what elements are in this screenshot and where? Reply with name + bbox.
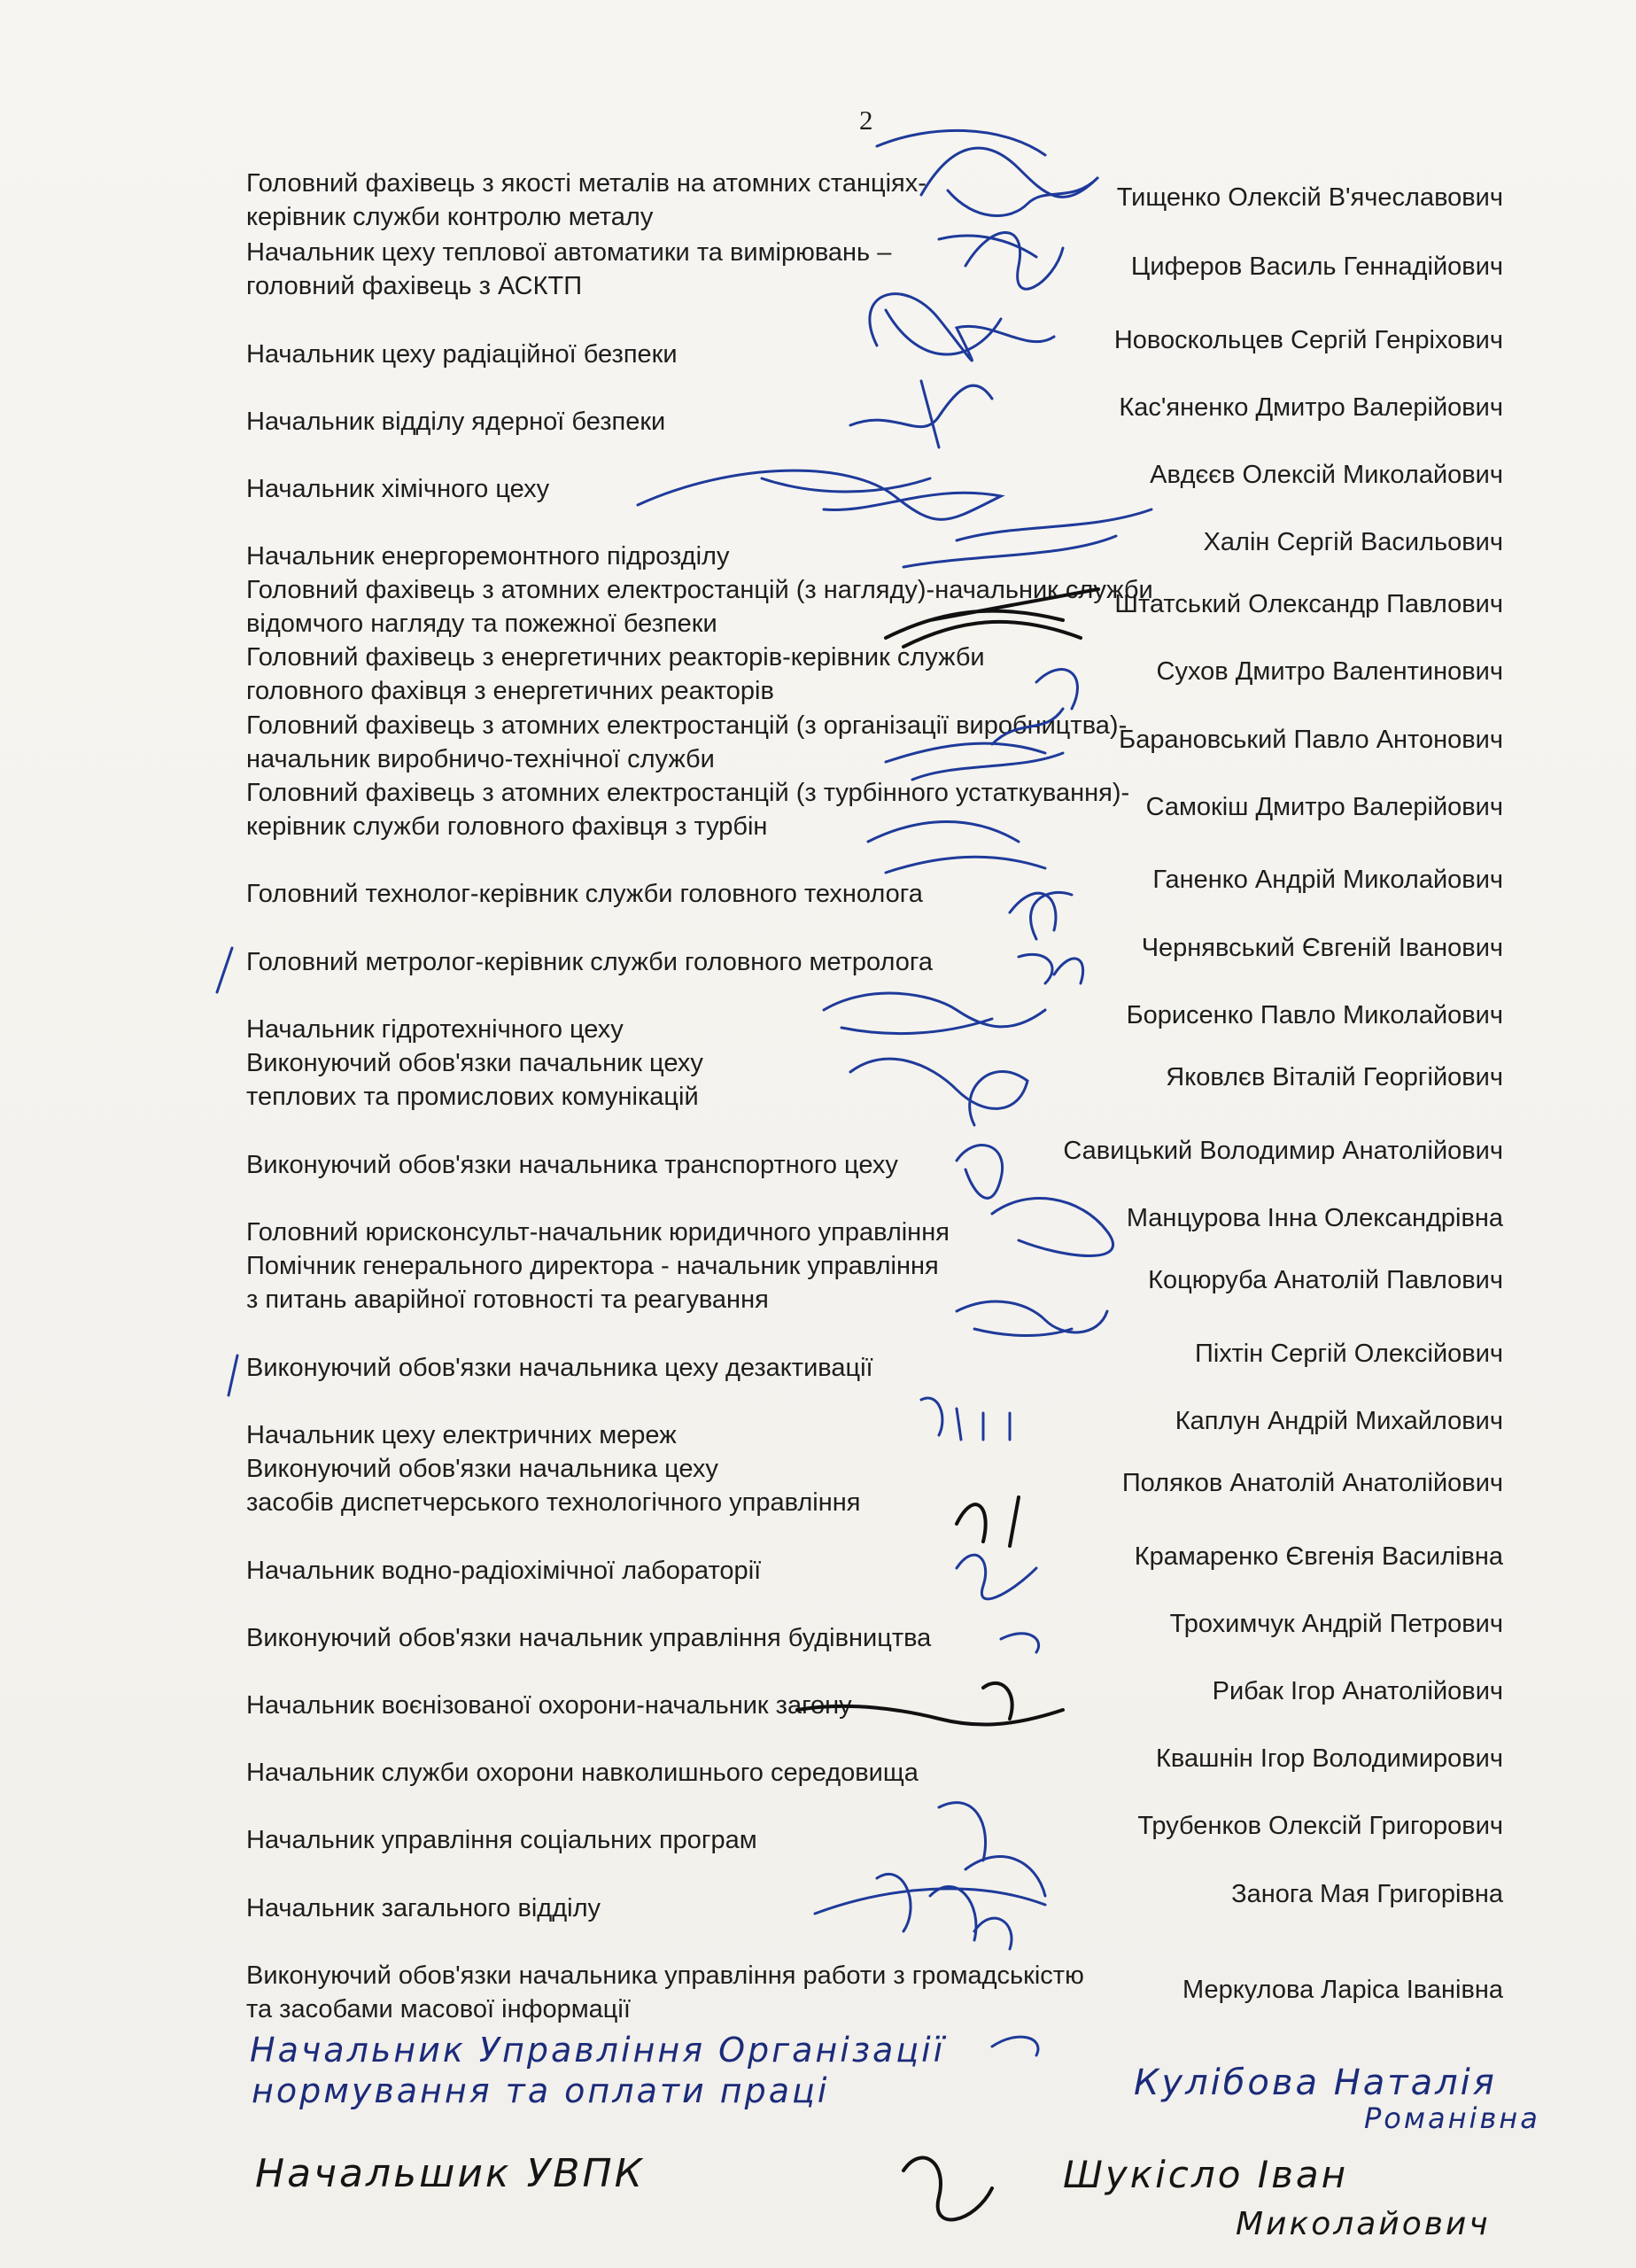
position-title-line: Начальник водно-радіохімічної лабораторії bbox=[246, 1557, 762, 1585]
position-title-line: Головний юрисконсульт-начальник юридичного управління bbox=[246, 1218, 950, 1247]
person-name: Борисенко Павло Миколайович bbox=[1126, 1001, 1503, 1029]
person-name: Авдєєв Олексій Миколайович bbox=[1150, 461, 1503, 489]
position-title-line: Головний фахівець з атомних електростанцій (з організації виробництва)- bbox=[246, 711, 1128, 740]
position-title-line: начальник виробничо-технічної служби bbox=[246, 745, 715, 773]
position-title-line: відомчого нагляду та пожежної безпеки bbox=[246, 610, 717, 638]
person-name: Рибак Ігор Анатолійович bbox=[1212, 1677, 1503, 1705]
position-title-line: та засобами масової інформації bbox=[246, 1995, 631, 2023]
position-title-line: Виконуючий обов'язки начальник управління будівництва bbox=[246, 1624, 932, 1652]
page-number: 2 bbox=[859, 105, 873, 136]
position-title-line: Головний фахівець з атомних електростанцій (з турбінного устаткування)- bbox=[246, 779, 1130, 807]
position-title-line: Начальник гідротехнічного цеху bbox=[246, 1015, 624, 1044]
position-title-line: головного фахівця з енергетичних реакторів bbox=[246, 677, 774, 705]
handwritten-name-1a: Кулібова Наталія bbox=[1134, 2062, 1497, 2103]
position-title-line: з питань аварійної готовності та реагування bbox=[246, 1285, 769, 1314]
handwritten-position-1b: нормування та оплати праці bbox=[252, 2071, 830, 2110]
person-name: Штатський Олександр Павлович bbox=[1114, 590, 1503, 618]
position-title-line: Головний фахівець з якості металів на атомних станціях- bbox=[246, 169, 927, 198]
handwritten-position-2: Начальшик УВПК bbox=[255, 2151, 645, 2196]
person-name: Трохимчук Андрій Петрович bbox=[1169, 1610, 1503, 1638]
position-title-line: Начальник хімічного цеху bbox=[246, 475, 550, 503]
position-title-line: Виконуючий обов'язки пачальник цеху bbox=[246, 1049, 703, 1077]
person-name: Савицький Володимир Анатолійович bbox=[1063, 1137, 1503, 1165]
person-name: Самокіш Дмитро Валерійович bbox=[1145, 793, 1503, 821]
person-name: Трубенков Олексій Григорович bbox=[1137, 1812, 1503, 1840]
person-name: Квашнін Ігор Володимирович bbox=[1155, 1744, 1503, 1773]
person-name: Коцюруба Анатолій Павлович bbox=[1148, 1266, 1503, 1294]
position-title-line: Начальник загального відділу bbox=[246, 1894, 601, 1922]
position-title-line: Помічник генерального директора - начальник управління bbox=[246, 1252, 939, 1280]
person-name: Поляков Анатолій Анатолійович bbox=[1121, 1469, 1503, 1497]
position-title-line: Головний фахівець з атомних електростанцій (з нагляду)-начальник служби bbox=[246, 576, 1153, 604]
person-name: Кас'яненко Дмитро Валерійович bbox=[1119, 393, 1503, 422]
position-title-line: Виконуючий обов'язки начальника цеху bbox=[246, 1455, 718, 1483]
position-title-line: Начальник цеху електричних мереж bbox=[246, 1421, 677, 1449]
person-name: Тищенко Олексій В'ячеславович bbox=[1116, 183, 1503, 212]
position-title-line: Начальник енергоремонтного підрозділу bbox=[246, 542, 730, 571]
position-title-line: Начальник управління соціальних програм bbox=[246, 1826, 757, 1854]
handwritten-name-2b: Миколайович bbox=[1236, 2206, 1491, 2242]
position-title-line: Головний метролог-керівник служби головного метролога bbox=[246, 948, 933, 976]
person-name: Циферов Василь Геннадійович bbox=[1130, 252, 1503, 281]
position-title-line: Виконуючий обов'язки начальника транспортного цеху bbox=[246, 1151, 898, 1179]
position-title-line: Головний фахівець з енергетичних реакторів-керівник служби bbox=[246, 643, 985, 672]
position-title-line: Начальник цеху теплової автоматики та вимірювань – bbox=[246, 238, 892, 267]
person-name: Новоскольцев Сергій Генріхович bbox=[1113, 326, 1503, 354]
handwritten-name-1b: Романівна bbox=[1364, 2101, 1540, 2135]
person-name: Меркулова Ларіса Іванівна bbox=[1182, 1976, 1503, 2004]
person-name: Занога Мая Григорівна bbox=[1231, 1880, 1503, 1908]
person-name: Чернявський Євгеній Іванович bbox=[1141, 934, 1503, 962]
person-name: Крамаренко Євгенія Василівна bbox=[1134, 1542, 1503, 1571]
handwritten-name-2a: Шукісло Іван bbox=[1063, 2153, 1349, 2196]
person-name: Ганенко Андрій Миколайович bbox=[1152, 866, 1503, 894]
position-title-line: засобів диспетчерського технологічного управління bbox=[246, 1488, 861, 1517]
person-name: Піхтін Сергій Олексійович bbox=[1194, 1340, 1503, 1368]
position-title-line: Начальник воєнізованої охорони-начальник загону bbox=[246, 1691, 852, 1720]
position-title-line: Начальник служби охорони навколишнього середовища bbox=[246, 1759, 919, 1787]
position-title-line: керівник служби головного фахівця з турбін bbox=[246, 812, 768, 841]
position-title-line: Начальник цеху радіаційної безпеки bbox=[246, 340, 678, 369]
position-title-line: теплових та промислових комунікацій bbox=[246, 1083, 699, 1111]
person-name: Каплун Андрій Михайлович bbox=[1175, 1407, 1503, 1435]
position-title-line: головний фахівець з АСКТП bbox=[246, 272, 583, 300]
handwritten-position-1a: Начальник Управління Організації bbox=[250, 2031, 946, 2070]
person-name: Халін Сергій Васильович bbox=[1203, 528, 1503, 556]
position-title-line: Головний технолог-керівник служби головного технолога bbox=[246, 880, 923, 908]
position-title-line: керівник служби контролю металу bbox=[246, 203, 654, 231]
person-name: Манцурова Інна Олександрівна bbox=[1126, 1204, 1503, 1232]
position-title-line: Виконуючий обов'язки начальника цеху дезактивації bbox=[246, 1354, 873, 1382]
position-title-line: Виконуючий обов'язки начальника управління работи з громадськістю bbox=[246, 1961, 1084, 1990]
person-name: Яковлєв Віталій Георгійович bbox=[1166, 1063, 1503, 1091]
person-name: Барановський Павло Антонович bbox=[1119, 726, 1503, 754]
person-name: Сухов Дмитро Валентинович bbox=[1156, 657, 1503, 686]
position-title-line: Начальник відділу ядерної безпеки bbox=[246, 408, 666, 436]
